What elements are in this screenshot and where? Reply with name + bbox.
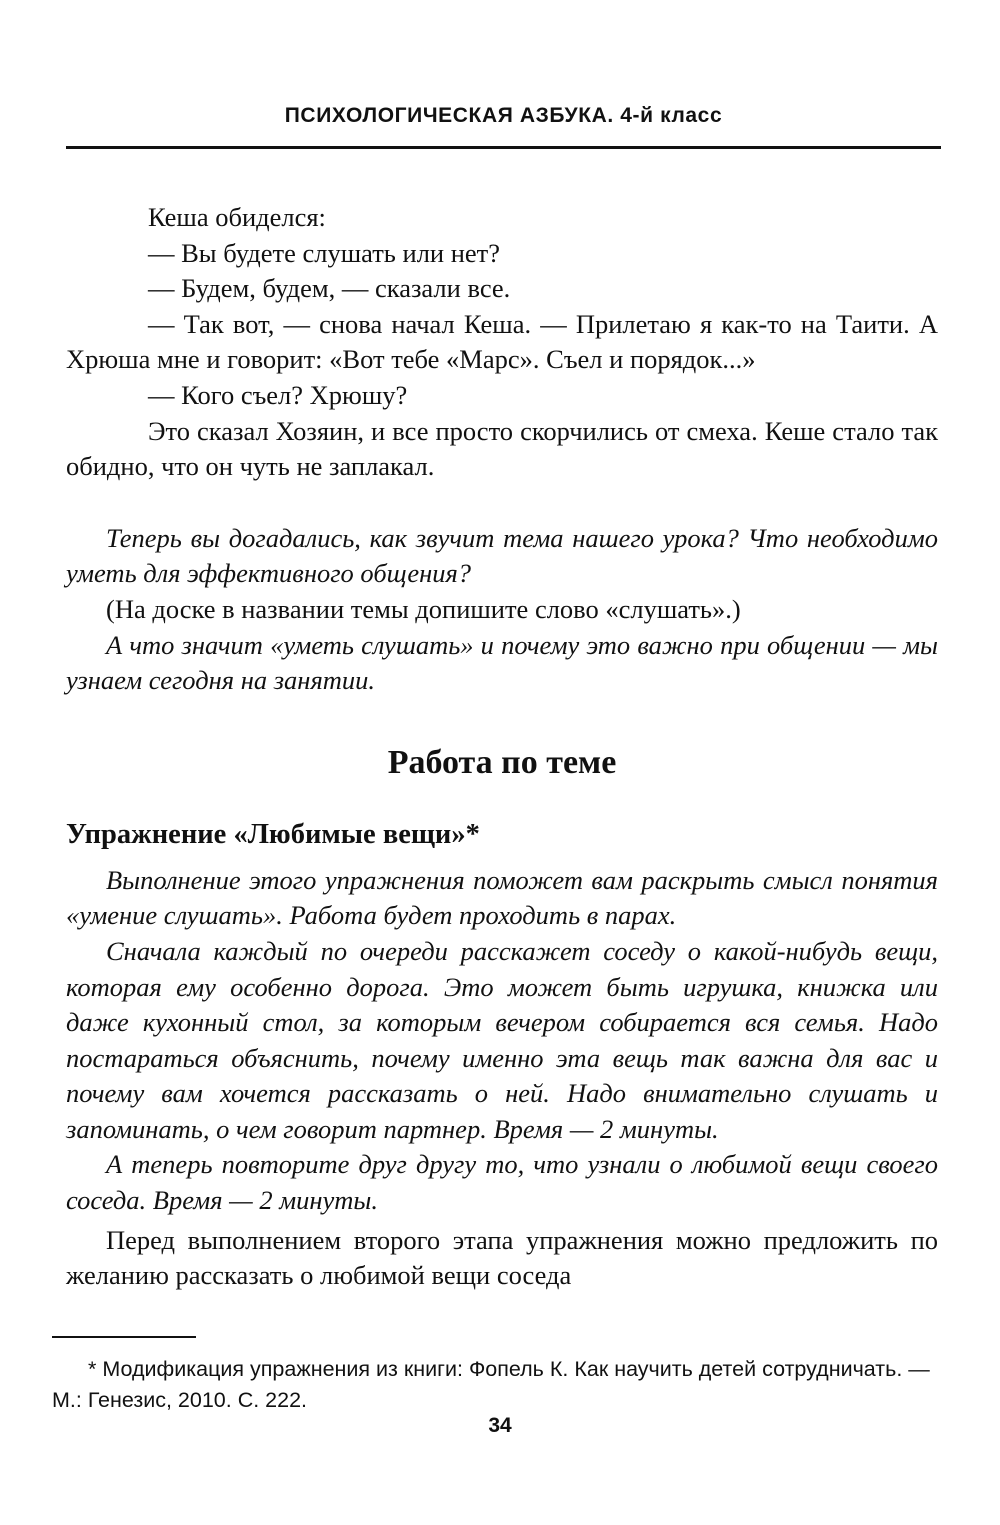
exercise-closing: Перед выполнением второго этапа упражнения можно предложить по желанию рассказать о любимой вещи соседа [66, 1224, 938, 1291]
story-paragraph: — Кого съел? Хрюшу? [148, 379, 408, 410]
intro-instruction: (На доске в названии темы допишите слово «слушать».) [106, 593, 741, 624]
intro-statement: А что значит «уметь слушать» и почему это важно при общении — мы узнаем сегодня на занятии. [66, 629, 938, 696]
story-paragraph: — Так вот, — снова начал Кеша. — Прилетаю я как-то на Таити. А Хрюша мне и говорит: «Вот тебе «Марс». Съел и порядок...» [66, 308, 938, 375]
spacer [66, 485, 938, 521]
story-paragraph: — Будем, будем, — сказали все. [148, 273, 511, 304]
page-number: 34 [488, 1414, 512, 1437]
footnote: * Модификация упражнения из книги: Фопель К. Как научить детей сотрудничать. — М.: Генезис, 2010. С. 222. [52, 1357, 930, 1412]
running-title: ПСИХОЛОГИЧЕСКАЯ АЗБУКА. 4-й класс [284, 104, 723, 127]
body-text [66, 200, 938, 1294]
story-paragraph: Это сказал Хозяин, и все просто скорчились от смеха. Кеше стало так обидно, что он чуть не заплакал. [66, 415, 938, 482]
exercise-paragraph: Выполнение этого упражнения поможет вам раскрыть смысл понятия «умение слушать». Работа будет проходить в парах. [66, 864, 938, 931]
section-title: Работа по теме [387, 743, 617, 781]
intro-question: Теперь вы догадались, как звучит тема нашего урока? Что необходимо уметь для эффективного общения? [66, 522, 938, 589]
header-rule [66, 146, 941, 149]
footnote-rule [52, 1336, 196, 1338]
exercise-title: Упражнение «Любимые вещи»* [66, 818, 480, 850]
exercise-paragraph: Сначала каждый по очереди расскажет соседу о какой-нибудь вещи, которая ему особенно дорога. Это может быть игрушка, книжка или даже кухонный стол, за которым вечером собирается вся семья. Надо постараться объяснить, почему именно эта вещь так важна для вас и почему вам хочется рассказать о ней. Надо внимательно слушать и запоминать, о чем говорит партнер. Время — 2 минуты. [66, 935, 938, 1144]
exercise-paragraph: А теперь повторите друг другу то, что узнали о любимой вещи своего соседа. Время — 2 минуты. [66, 1149, 938, 1216]
story-paragraph: — Вы будете слушать или нет? [148, 237, 501, 268]
story-paragraph: Кеша обиделся: [148, 202, 326, 232]
